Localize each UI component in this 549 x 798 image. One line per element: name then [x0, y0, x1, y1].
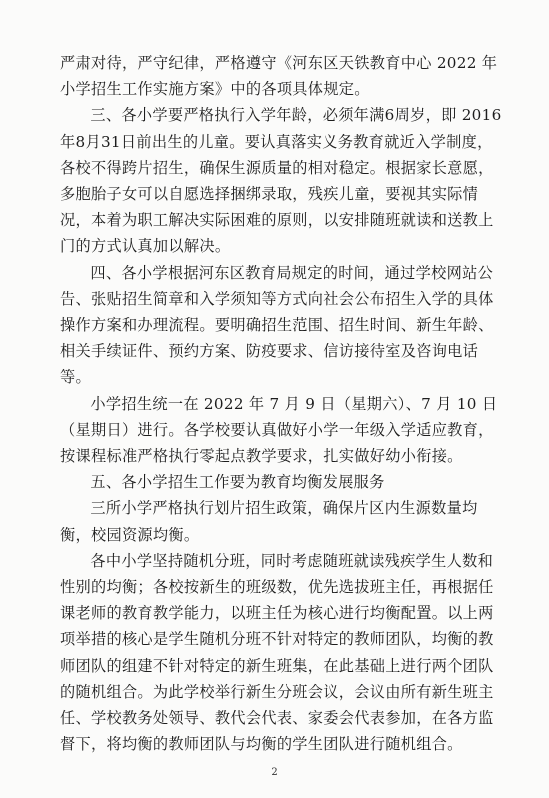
paragraph-4: 小学招生统一在 2022 年 7 月 9 日（星期六）、7 月 10 日（星期日）进行。各学校要认真做好小学一年级入学适应教育，按课程标准严格执行零起点教学要求，扎实做好幼小衔接。	[60, 394, 498, 466]
section-heading-5: 五、各小学招生工作要为教育均衡发展服务	[90, 473, 385, 492]
document-body	[60, 50, 505, 757]
page-number: 2	[271, 767, 278, 778]
paragraph-6: 三所小学严格执行划片招生政策，确保片区内生源数量均衡，校园资源均衡。	[60, 499, 478, 544]
paragraph-3: 四、各小学根据河东区教育局规定的时间，通过学校网站公告、张贴招生简章和入学须知等方式向社会公布招生入学的具体操作方案和办理流程。要明确招生范围、招生时间、新生年龄、相关手续证件、预约方案、防疫要求、信访接待室及咨询电话等。	[60, 263, 494, 387]
paragraph-2: 三、各小学要严格执行入学年龄，必须年满6周岁，即 2016年8月31日前出生的儿童。要认真落实义务教育就近入学制度，各校不得跨片招生，确保生源质量的相对稳定。根据家长意愿，多胞胎子女可以自愿选择捆绑录取，残疾儿童，要视其实际情况，本着为职工解决实际困难的原则，以安排随班就读和送教上门的方式认真加以解决。	[60, 106, 502, 256]
paragraph-1: 严肃对待，严守纪律，严格遵守《河东区天铁教育中心 2022 年小学招生工作实施方案》中的各项具体规定。	[60, 54, 498, 99]
paragraph-7: 各中小学坚持随机分班，同时考虑随班就读残疾学生人数和性别的均衡；各校按新生的班级数，优先选拔班主任，再根据任课老师的教育教学能力，以班主任为核心进行均衡配置。以上两项举措的核心是学生随机分班不针对特定的教师团队，均衡的教师团队的组建不针对特定的新生班集，在此基础上进行两个团队的随机组合。为此学校举行新生分班会议，会议由所有新生班主任、学校教务处领导、教代会代表、家委会代表参加，在各方监督下，将均衡的教师团队与均衡的学生团队进行随机组合。	[60, 551, 494, 754]
